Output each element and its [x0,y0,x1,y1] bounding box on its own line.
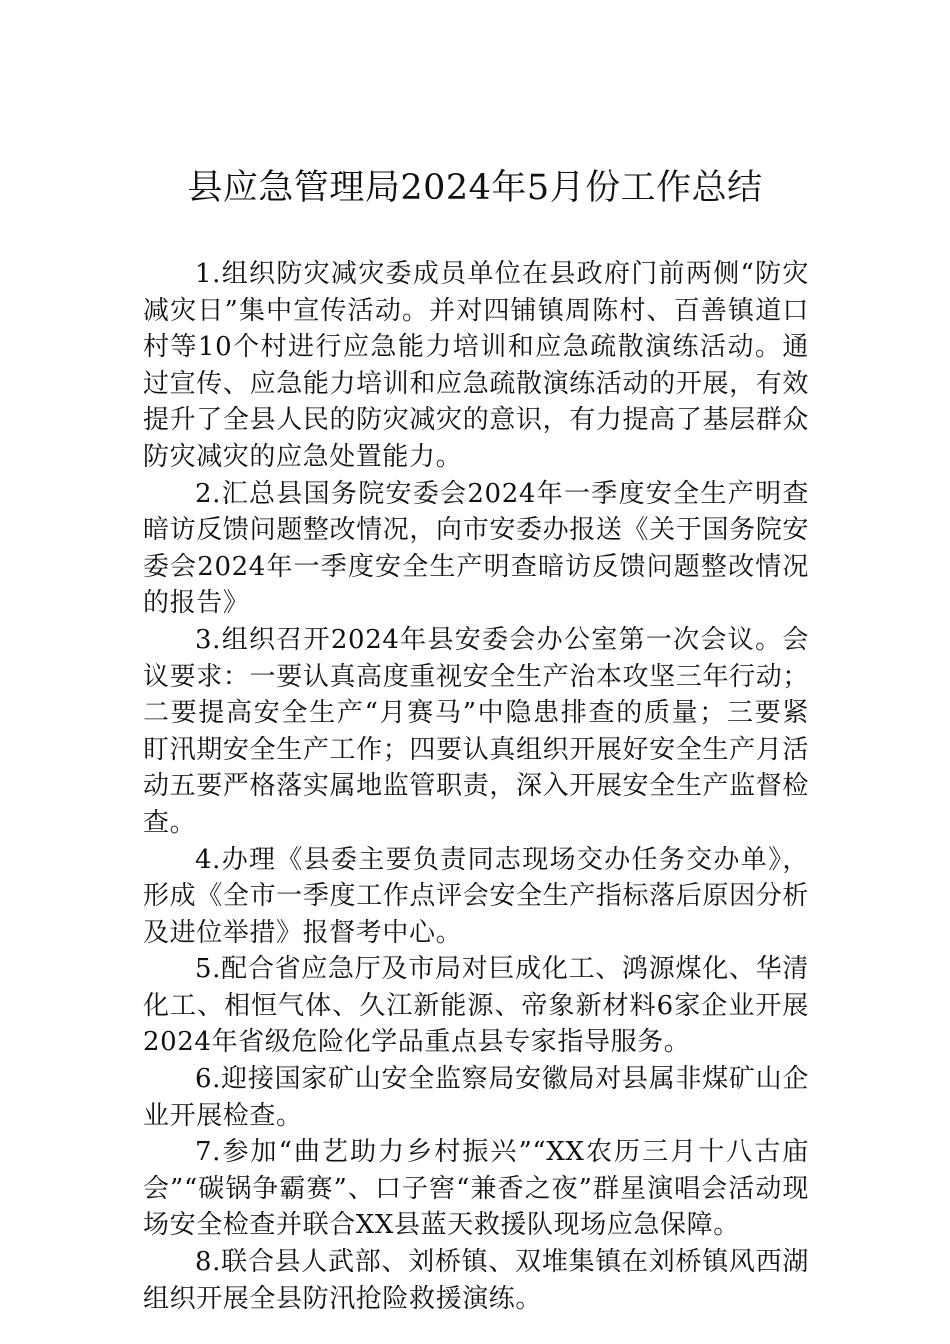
paragraph-1: 1.组织防灾减灾委成员单位在县政府门前两侧“防灾减灾日”集中宣传活动。并对四铺镇周陈村、百善镇道口村等10个村进行应急能力培训和应急疏散演练活动。通过宣传、应急能力培训和应急疏散演练活动的开展，有效提升了全县人民的防灾减灾的意识，有力提高了基层群众防灾减灾的应急处置能力。 [143,259,809,472]
paragraph-8: 8.联合县人武部、刘桥镇、双堆集镇在刘桥镇风西湖组织开展全县防汛抢险救援演练。 [143,1247,809,1314]
document-title: 县应急管理局2024年5月份工作总结 [187,168,763,208]
paragraph-4: 4.办理《县委主要负责同志现场交办任务交办单》，形成《全市一季度工作点评会安全生产指标落后原因分析及进位举措》报督考中心。 [143,844,809,948]
paragraph-7: 7.参加“曲艺助力乡村振兴”“XX农历三月十八古庙会”“碳锅争霸赛”、口子窖“兼香之夜”群星演唱会活动现场安全检查并联合XX县蓝天救援队现场应急保障。 [143,1137,809,1241]
paragraph-5: 5.配合省应急厅及市局对巨成化工、鸿源煤化、华清化工、相恒气体、久江新能源、帝象新材料6家企业开展2024年省级危险化学品重点县专家指导服务。 [143,954,809,1058]
paragraph-3: 3.组织召开2024年县安委会办公室第一次会议。会议要求：一要认真高度重视安全生产治本攻坚三年行动；二要提高安全生产“月赛马”中隐患排查的质量；三要紧盯汛期安全生产工作；四要认真组织开展好安全生产月活动五要严格落实属地监管职责，深入开展安全生产监督检查。 [143,624,809,838]
paragraph-6: 6.迎接国家矿山安全监察局安徽局对县属非煤矿山企业开展检查。 [143,1064,809,1131]
paragraph-2: 2.汇总县国务院安委会2024年一季度安全生产明查暗访反馈问题整改情况，向市安委办报送《关于国务院安委会2024年一季度安全生产明查暗访反馈问题整改情况的报告》 [143,478,809,619]
document-body [143,256,809,1317]
